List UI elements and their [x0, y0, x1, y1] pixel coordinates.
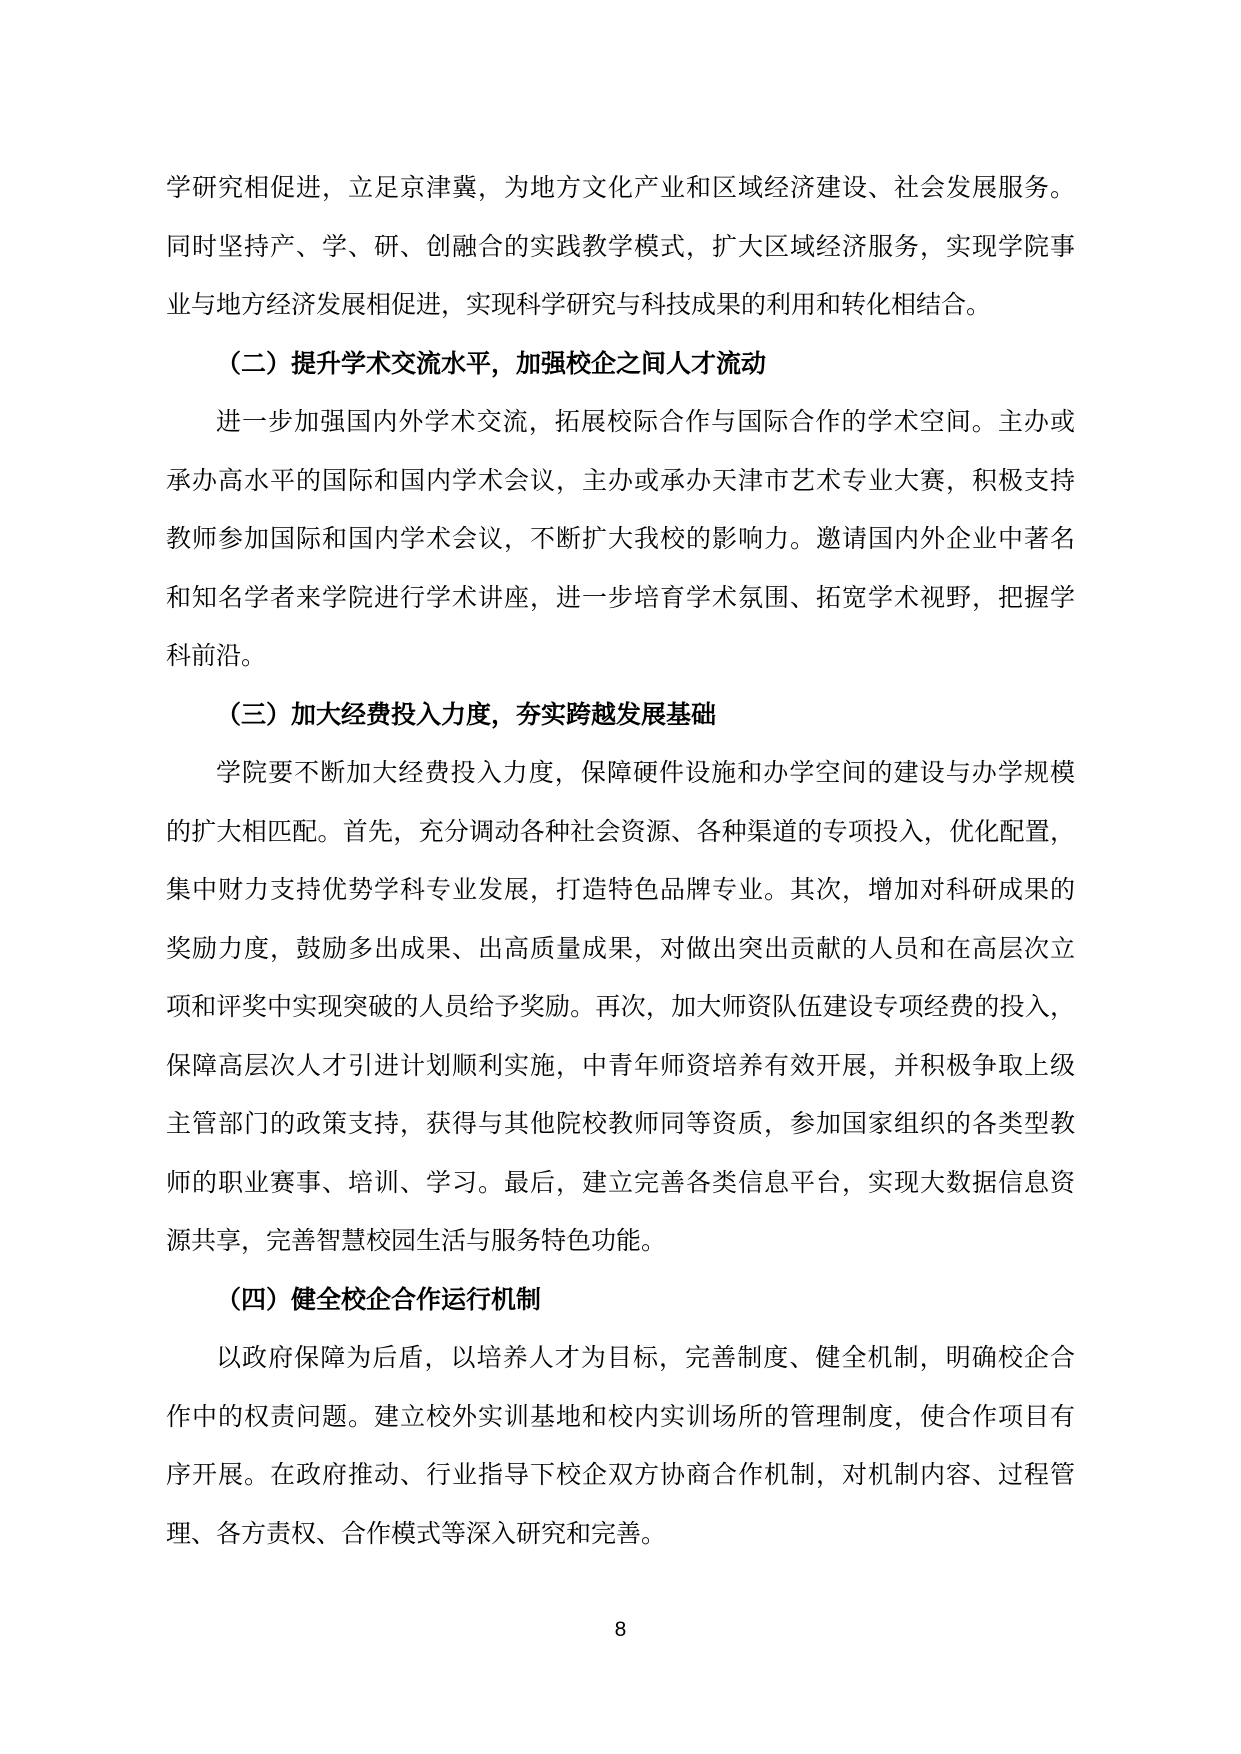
text-line: 学院要不断加大经费投入力度，保障硬件设施和办学空间的建设与办学规模: [216, 760, 1075, 787]
section-heading: （三）加大经费投入力度，夯实跨越发展基础: [216, 701, 717, 729]
text-line: 教师参加国际和国内学术会议，不断扩大我校的影响力。邀请国内外企业中著名: [166, 526, 1075, 553]
text-line: 作中的权责问题。建立校外实训基地和校内实训场所的管理制度，使合作项目有: [166, 1403, 1075, 1431]
text-line: 集中财力支持优势学科专业发展，打造特色品牌专业。其次，增加对科研成果的: [166, 877, 1075, 904]
document-body: [166, 160, 1075, 1564]
text-line: 序开展。在政府推动、行业指导下校企双方协商合作机制，对机制内容、过程管: [166, 1462, 1075, 1489]
text-line: 承办高水平的国际和国内学术会议，主办或承办天津市艺术专业大赛，积极支持: [166, 467, 1075, 495]
text-line: 师的职业赛事、培训、学习。最后，建立完善各类信息平台，实现大数据信息资: [166, 1169, 1075, 1197]
text-line: 学研究相促进，立足京津冀，为地方文化产业和区域经济建设、社会发展服务。: [166, 175, 1075, 202]
text-line: 的扩大相匹配。首先，充分调动各种社会资源、各种渠道的专项投入，优化配置，: [166, 818, 1075, 846]
text-line: 理、各方责权、合作模式等深入研究和完善。: [166, 1520, 667, 1548]
section-heading: （四）健全校企合作运行机制: [216, 1286, 542, 1314]
text-line: 以政府保障为后盾，以培养人才为目标，完善制度、健全机制，明确校企合: [216, 1345, 1075, 1372]
text-line: 同时坚持产、学、研、创融合的实践教学模式，扩大区域经济服务，实现学院事: [166, 233, 1075, 261]
text-line: 科前沿。: [166, 643, 267, 670]
text-line: 主管部门的政策支持，获得与其他院校教师同等资质，参加国家组织的各类型教: [166, 1111, 1075, 1138]
page-footer: [0, 1618, 1241, 1642]
text-line: 源共享，完善智慧校园生活与服务特色功能。: [166, 1228, 667, 1255]
page-number: 8: [614, 1618, 627, 1641]
text-line: 和知名学者来学院进行学术讲座，进一步培育学术氛围、拓宽学术视野，把握学: [166, 584, 1075, 612]
text-line: 项和评奖中实现突破的人员给予奖励。再次，加大师资队伍建设专项经费的投入，: [166, 994, 1075, 1021]
text-line: 进一步加强国内外学术交流，拓展校际合作与国际合作的学术空间。主办或: [216, 409, 1075, 436]
text-line: 保障高层次人才引进计划顺利实施，中青年师资培养有效开展，并积极争取上级: [166, 1052, 1075, 1080]
text-line: 奖励力度，鼓励多出成果、出高质量成果，对做出突出贡献的人员和在高层次立: [166, 935, 1075, 963]
text-line: 业与地方经济发展相促进，实现科学研究与科技成果的利用和转化相结合。: [166, 292, 992, 319]
section-heading: （二）提升学术交流水平，加强校企之间人才流动: [216, 350, 767, 378]
